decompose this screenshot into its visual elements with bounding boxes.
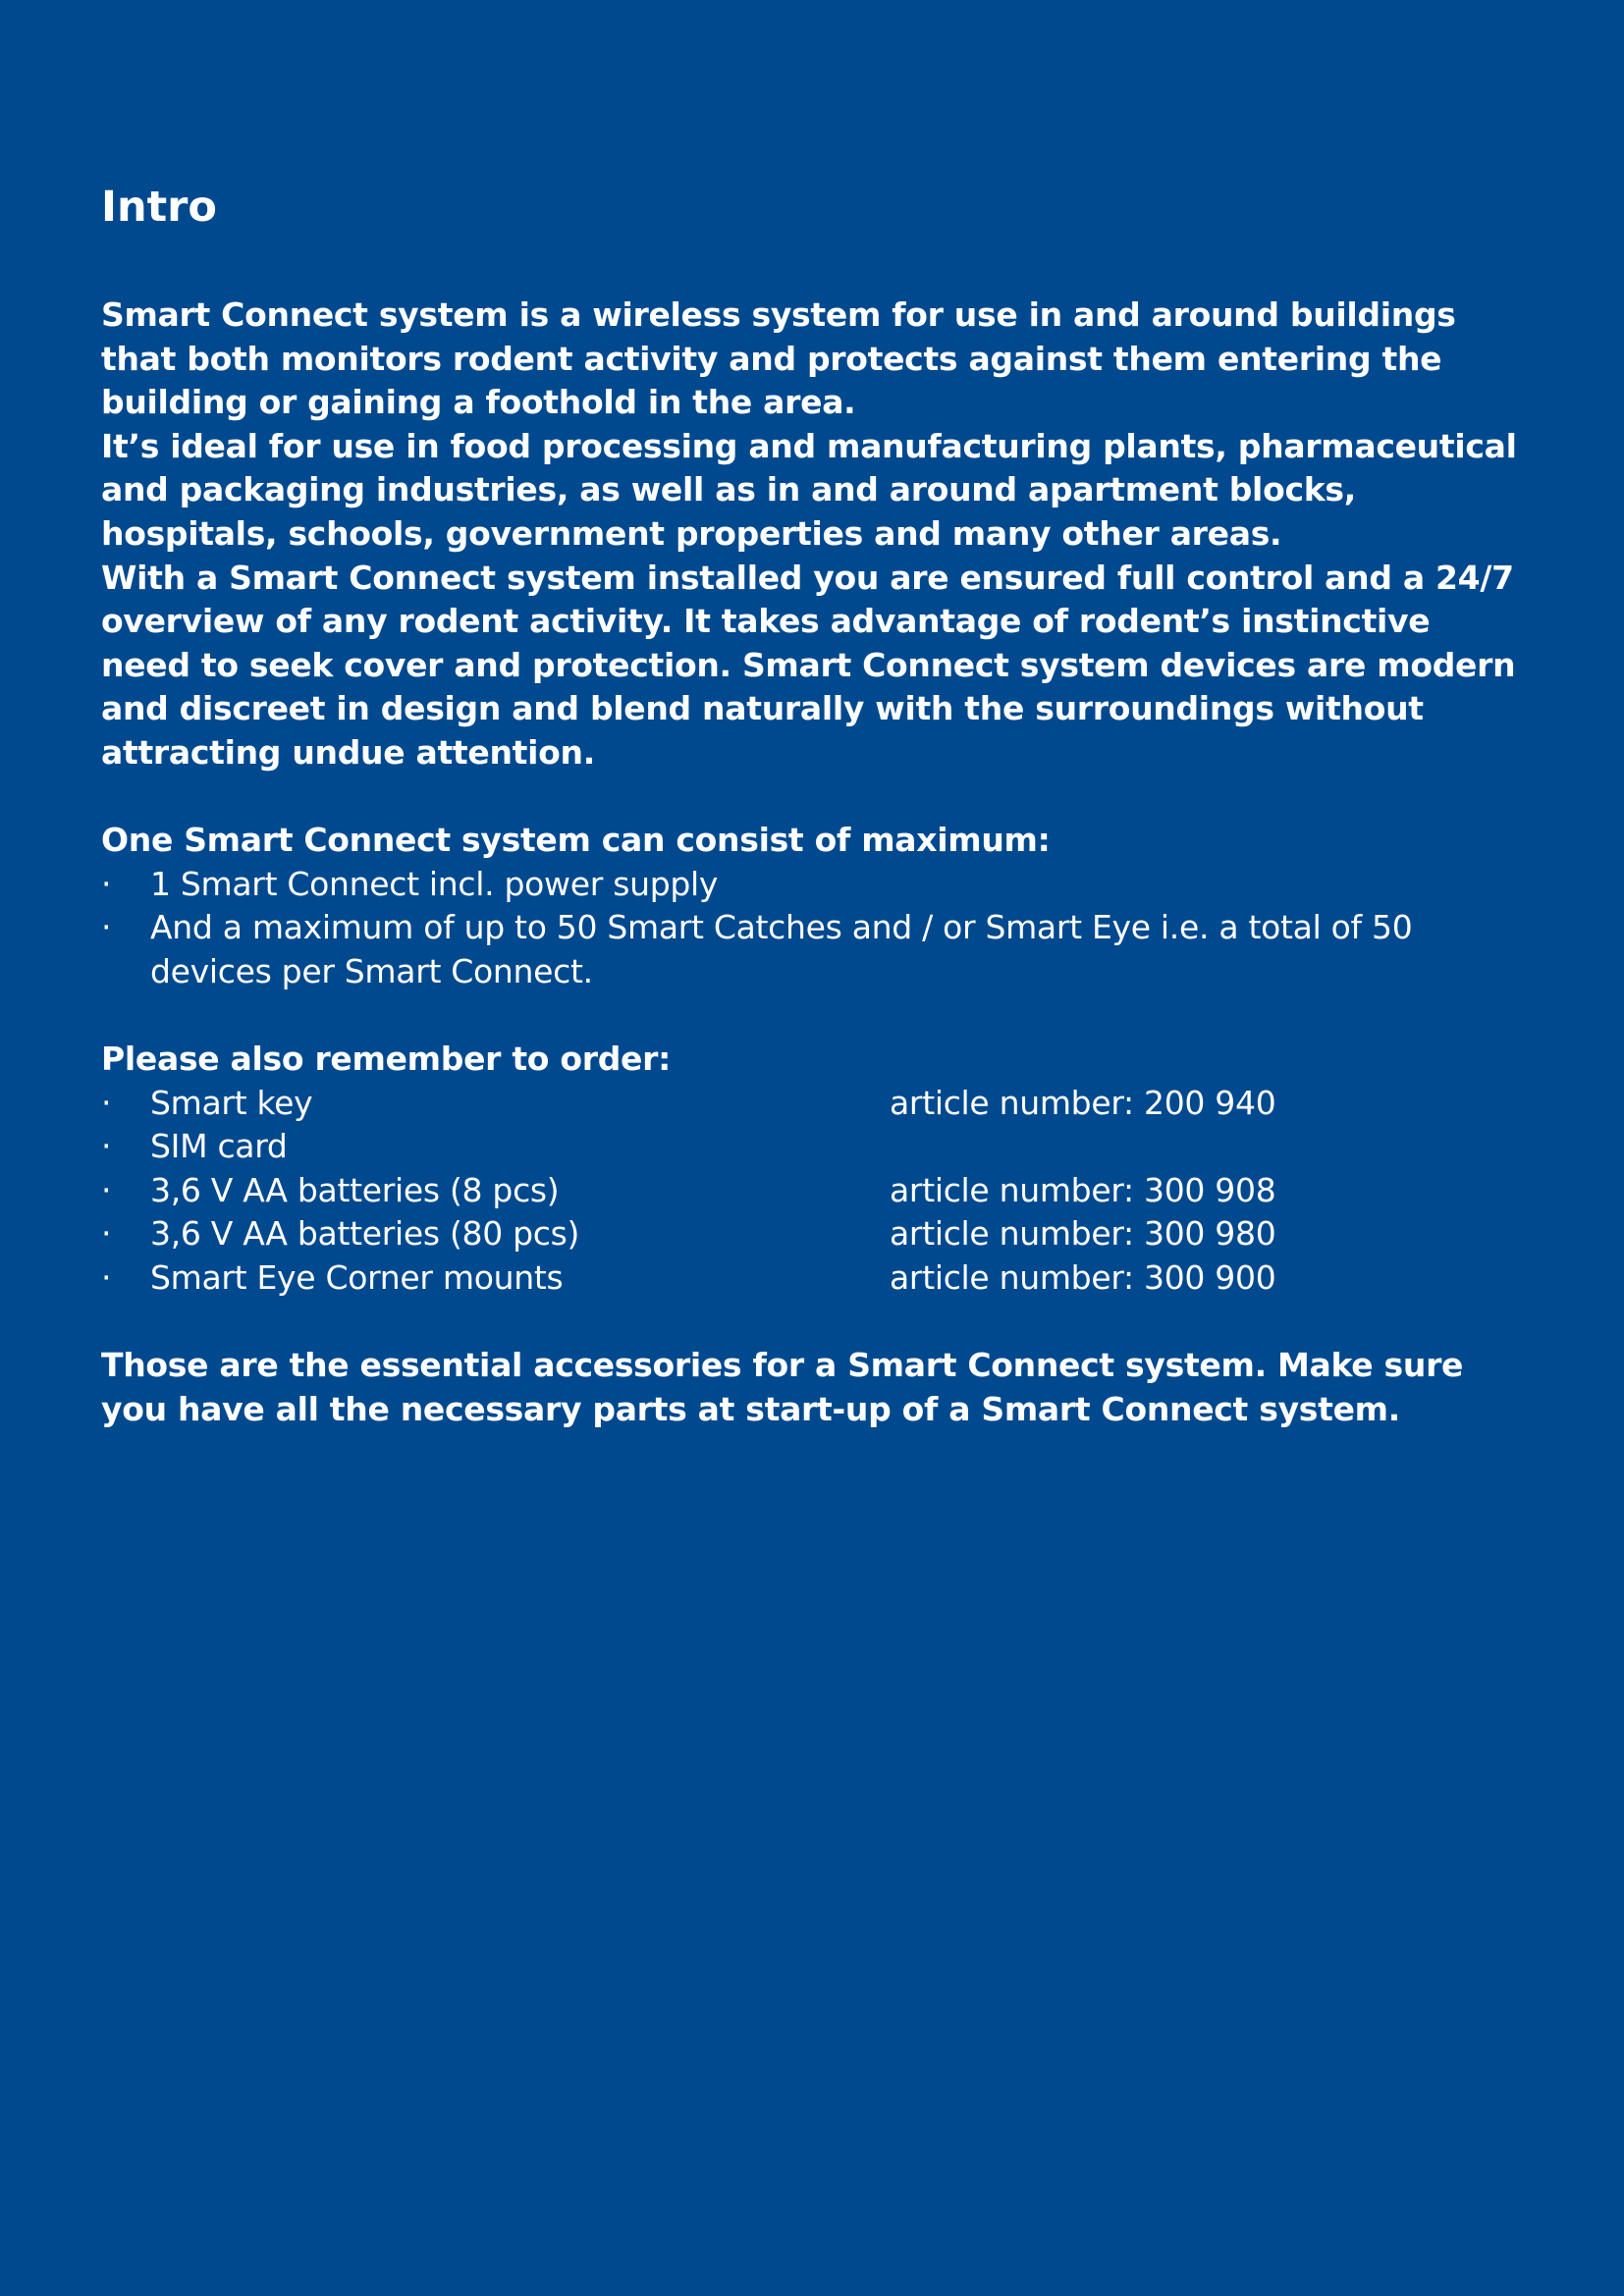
intro-paragraph-3: With a Smart Connect system installed you are ensured full control and a 24/7 overview of any rodent activity. It takes advantage of rodent’s instinctive need to seek cover and protection. Smart Connect system devices are modern and discreet in design and blend naturally with the surroundings without attracting undue attention. <box>101 558 1516 772</box>
item-article-number: article number: 200 940 <box>890 1083 1276 1122</box>
page-title: Intro <box>101 183 217 232</box>
spacer <box>101 1301 1525 1345</box>
list-item <box>101 1082 1525 1126</box>
item-name: · SIM card <box>150 1127 288 1166</box>
list-item <box>101 1169 1525 1213</box>
spacer <box>101 775 1525 820</box>
intro-paragraph-1: Smart Connect system is a wireless system for use in and around buildings that both monitors rodent activity and protects against them entering the building or gaining a foothold in the area. <box>101 295 1456 422</box>
list-item: · And a maximum of up to 50 Smart Catches and / or Smart Eye i.e. a total of 50 devices per Smart Connect. <box>101 906 1446 993</box>
list-item: · 1 Smart Connect incl. power supply <box>101 863 1525 907</box>
order-heading: Please also remember to order: <box>101 1040 671 1079</box>
item-article-number: article number: 300 900 <box>890 1258 1276 1298</box>
closing-paragraph: Those are the essential accessories for a Smart Connect system. Make sure you have all the necessary parts at start-up of a Smart Connect system. <box>101 1346 1464 1428</box>
item-article-number: article number: 300 980 <box>890 1214 1276 1254</box>
item-name: · Smart key <box>150 1083 313 1122</box>
system-heading: One Smart Connect system can consist of maximum: <box>101 821 1051 860</box>
item-name: · Smart Eye Corner mounts <box>150 1258 564 1298</box>
order-list <box>101 1082 1525 1301</box>
spacer <box>101 994 1525 1039</box>
page-content <box>101 180 1525 1431</box>
list-item <box>101 1212 1525 1256</box>
system-list <box>101 863 1525 994</box>
list-item <box>101 1256 1525 1301</box>
item-name: · 3,6 V AA batteries (8 pcs) <box>150 1170 560 1209</box>
intro-paragraph-2: It’s ideal for use in food processing and manufacturing plants, pharmaceutical and packaging industries, as well as in and around apartment blocks, hospitals, schools, government properties and many other areas. <box>101 426 1517 553</box>
intro-text <box>101 294 1525 775</box>
list-item <box>101 1125 1525 1169</box>
item-article-number: article number: 300 908 <box>890 1170 1276 1209</box>
item-name: · 3,6 V AA batteries (80 pcs) <box>150 1214 580 1254</box>
